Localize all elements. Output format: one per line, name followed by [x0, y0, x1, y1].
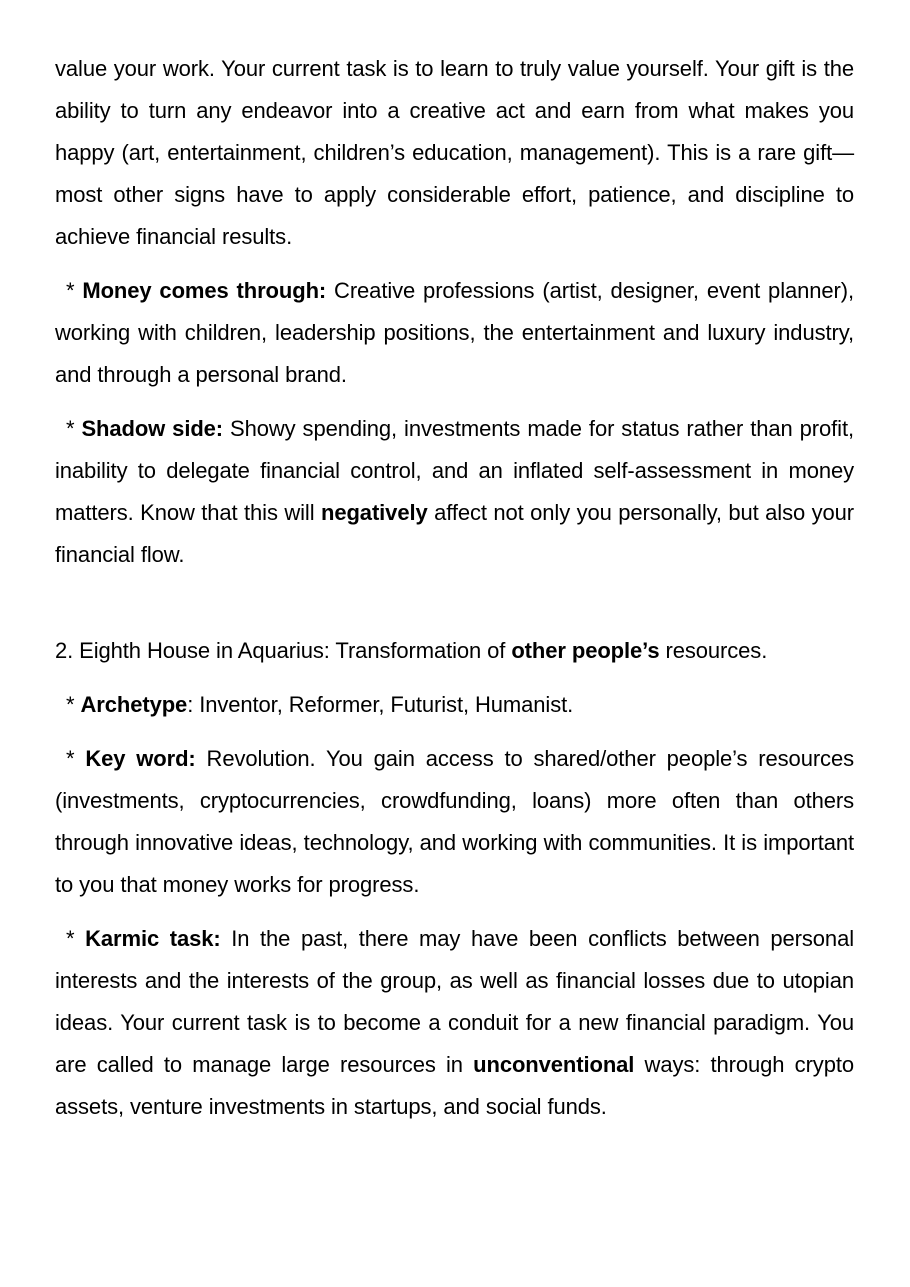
archetype-label: Archetype [80, 692, 188, 717]
key-word-label: Key word: [85, 746, 196, 771]
shadow-side-text-after: affect not only you personally, but also your financial flow. [55, 500, 854, 567]
shadow-side-label: Shadow side: [81, 416, 224, 441]
karmic-task-text-after: ways: through crypto assets, venture investments in startups, and social funds. [55, 1052, 854, 1119]
shadow-side-emphasis: negatively [321, 500, 428, 525]
shadow-side-paragraph [55, 408, 854, 576]
money-comes-through-text: Creative professions (artist, designer, event planner), working with children, leadership positions, the entertainment and luxury industry, and through a personal brand. [55, 278, 854, 387]
bullet-marker: * [66, 926, 86, 951]
bullet-marker: * [66, 278, 83, 303]
karmic-task-paragraph [55, 918, 854, 1128]
karmic-task-label: Karmic task: [85, 926, 221, 951]
bullet-marker: * [66, 692, 81, 717]
intro-text: value your work. Your current task is to learn to truly value yourself. Your gift is the ability to turn any endeavor into a creative act and earn from what makes you happy (art, entertainment, children’s education, management). This is a rare gift—most other signs have to apply considerable effort, patience, and discipline to achieve financial results. [55, 56, 854, 249]
karmic-task-emphasis: unconventional [473, 1052, 635, 1077]
money-comes-through-paragraph [55, 270, 854, 396]
shadow-side-text-before: Showy spending, investments made for status rather than profit, inability to delegate financial control, and an inflated self-assessment in money matters. Know that this will [55, 416, 854, 525]
archetype-paragraph [55, 684, 854, 726]
bullet-marker: * [66, 416, 82, 441]
key-word-paragraph [55, 738, 854, 906]
heading-bold-text: other people’s [511, 638, 660, 663]
archetype-text: : Inventor, Reformer, Futurist, Humanist. [187, 692, 574, 717]
karmic-task-text-before: In the past, there may have been conflicts between personal interests and the interests of the group, as well as financial losses due to utopian ideas. Your current task is to become a conduit for a new financial paradigm. You are called to manage large resources in [55, 926, 854, 1077]
section-spacer [55, 588, 854, 630]
intro-paragraph [55, 48, 854, 258]
heading-text-after: resources. [659, 638, 768, 663]
heading-text-before: 2. Eighth House in Aquarius: Transformation of [55, 638, 512, 663]
key-word-text: Revolution. You gain access to shared/other people’s resources (investments, cryptocurrencies, crowdfunding, loans) more often than others through innovative ideas, technology, and working with communities. It is important to you that money works for progress. [55, 746, 854, 897]
bullet-marker: * [66, 746, 86, 771]
money-comes-through-label: Money comes through: [82, 278, 327, 303]
section-2-heading [55, 630, 854, 672]
